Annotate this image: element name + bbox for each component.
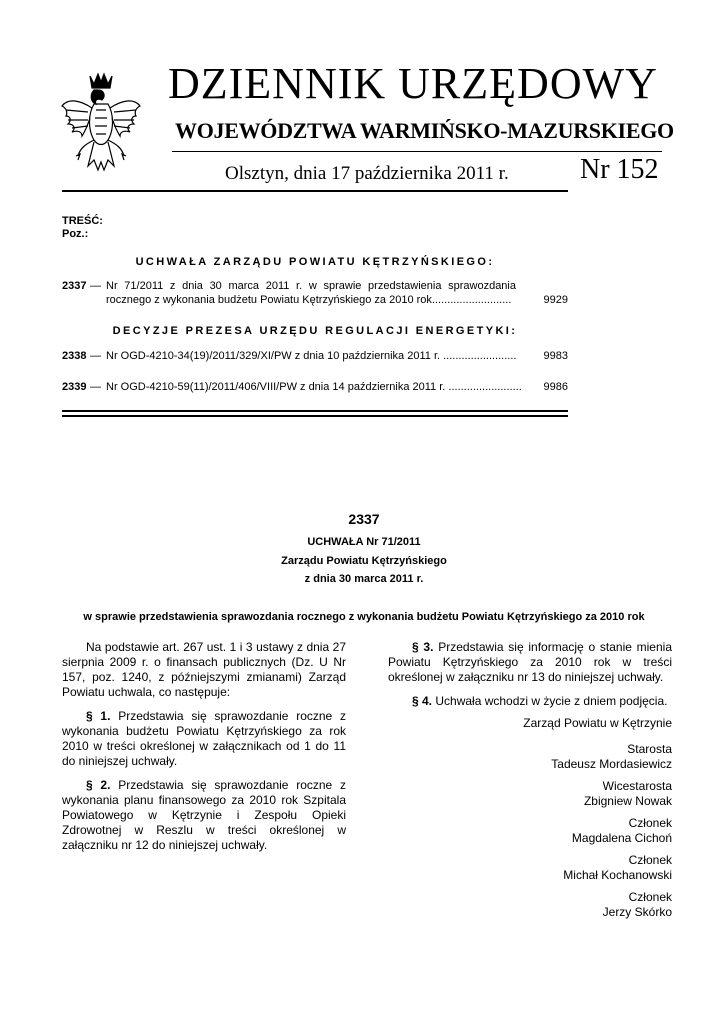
signature-role: Starosta [627, 742, 672, 756]
signature-block [551, 742, 672, 772]
toc-item-page: 9929 [543, 294, 568, 306]
document-subject: w sprawie przedstawienia sprawozdania rocznego z wykonania budżetu Powiatu Kętrzyńskiego za 2010 rok [83, 611, 645, 623]
position-label: Poz.: [62, 228, 89, 240]
paragraph-1 [62, 709, 346, 769]
document-authority: Zarządu Powiatu Kętrzyńskiego [281, 555, 447, 567]
section-heading: UCHWAŁA ZARZĄDU POWIATU KĘTRZYŃSKIEGO: [135, 256, 495, 268]
header-bottom-rule [62, 190, 568, 192]
contents-label: TREŚĆ: [62, 215, 103, 227]
paragraph-4 [388, 694, 672, 709]
signature-role: Członek [628, 890, 672, 904]
toc-item-dash: — [90, 350, 101, 362]
signature-name: Tadeusz Mordasiewicz [551, 757, 672, 771]
issue-date: Olsztyn, dnia 17 października 2011 r. [225, 163, 509, 184]
signature-name: Magdalena Cichoń [571, 831, 672, 845]
contents-end-double-rule [62, 410, 568, 417]
issue-number: Nr 152 [580, 154, 659, 185]
signature-block [563, 853, 672, 883]
left-column [62, 640, 346, 862]
toc-item-dash: — [90, 381, 101, 393]
paragraph-3 [388, 640, 672, 685]
toc-item-text: Nr OGD-4210-34(19)/2011/329/XI/PW z dnia 10 października 2011 r. ........................ [106, 350, 517, 362]
signature-role: Członek [628, 816, 672, 830]
paragraph-3-text: Przedstawia się informację o stanie mienia Powiatu Kętrzyńskiego za 2010 rok w treści określonej w załączniku nr 13 do niniejszej uchwały. [388, 640, 672, 684]
paragraph-4-label: § 4. [412, 694, 433, 708]
toc-item-text: Nr OGD-4210-59(11)/2011/406/VIII/PW z dnia 14 października 2011 r. ........................ [106, 381, 522, 393]
paragraph-1-text: Przedstawia się sprawozdanie roczne z wykonania budżetu Powiatu Kętrzyńskiego za rok 2010 w treści określonej w załącznikach od 1 do 11 do niniejszej uchwały. [62, 709, 346, 768]
eagle-emblem-icon [60, 70, 142, 180]
toc-item-number: 2339 [62, 381, 87, 393]
paragraph-1-label: § 1. [86, 709, 111, 723]
toc-item[interactable] [62, 380, 568, 394]
toc-item-dash: — [90, 280, 101, 292]
signature-block [584, 779, 672, 809]
signature-role: Wicestarosta [602, 779, 672, 793]
board-signature-line: Zarząd Powiatu w Kętrzynie [523, 716, 672, 730]
signature-block [603, 890, 672, 920]
toc-item-page: 9983 [543, 350, 568, 362]
right-column [388, 640, 672, 718]
toc-item-text: Nr 71/2011 z dnia 30 marca 2011 r. w sprawie przedstawienia sprawozdania rocznego z wykonania budżetu Powiatu Kętrzyńskiego za 2010 rok.......................... [106, 280, 516, 306]
signature-block [572, 816, 672, 846]
signature-name: Michał Kochanowski [563, 868, 672, 882]
journal-subtitle: WOJEWÓDZTWA WARMIŃSKO-MAZURSKIEGO [175, 118, 674, 143]
toc-item[interactable] [62, 279, 568, 309]
signature-name: Jerzy Skórko [602, 905, 672, 919]
signature-name: Zbigniew Nowak [583, 794, 672, 808]
toc-item[interactable] [62, 349, 568, 363]
section-heading: DECYZJE PREZESA URZĘDU REGULACJI ENERGETYKI: [112, 325, 518, 337]
document-number: 2337 [348, 511, 380, 527]
document-date: z dnia 30 marca 2011 r. [304, 573, 424, 585]
paragraph-3-label: § 3. [412, 640, 434, 654]
signature-role: Członek [628, 853, 672, 867]
header-divider [172, 151, 662, 152]
journal-title: DZIENNIK URZĘDOWY [168, 59, 658, 108]
paragraph-2-label: § 2. [86, 778, 111, 792]
toc-item-number: 2338 [62, 350, 87, 362]
document-heading: UCHWAŁA Nr 71/2011 [307, 536, 421, 548]
preamble: Na podstawie art. 267 ust. 1 i 3 ustawy z dnia 27 sierpnia 2009 r. o finansach publicznych (Dz. U Nr 157, poz. 1240, z późniejszymi zmianami) Zarząd Powiatu uchwala, co następuje: [62, 640, 346, 699]
toc-item-number: 2337 [62, 280, 87, 292]
paragraph-2-text: Przedstawia się sprawozdanie roczne z wykonania planu finansowego za 2010 rok Szpitala Powiatowego w Kętrzynie i Zespołu Opieki Zdrowotnej w Reszlu w treści określonej w załączniku nr 12 do niniejszej uchwały. [62, 778, 346, 852]
toc-item-page: 9986 [543, 381, 568, 393]
paragraph-2 [62, 778, 346, 853]
paragraph-4-text: Uchwała wchodzi w życie z dniem podjęcia. [435, 694, 668, 708]
